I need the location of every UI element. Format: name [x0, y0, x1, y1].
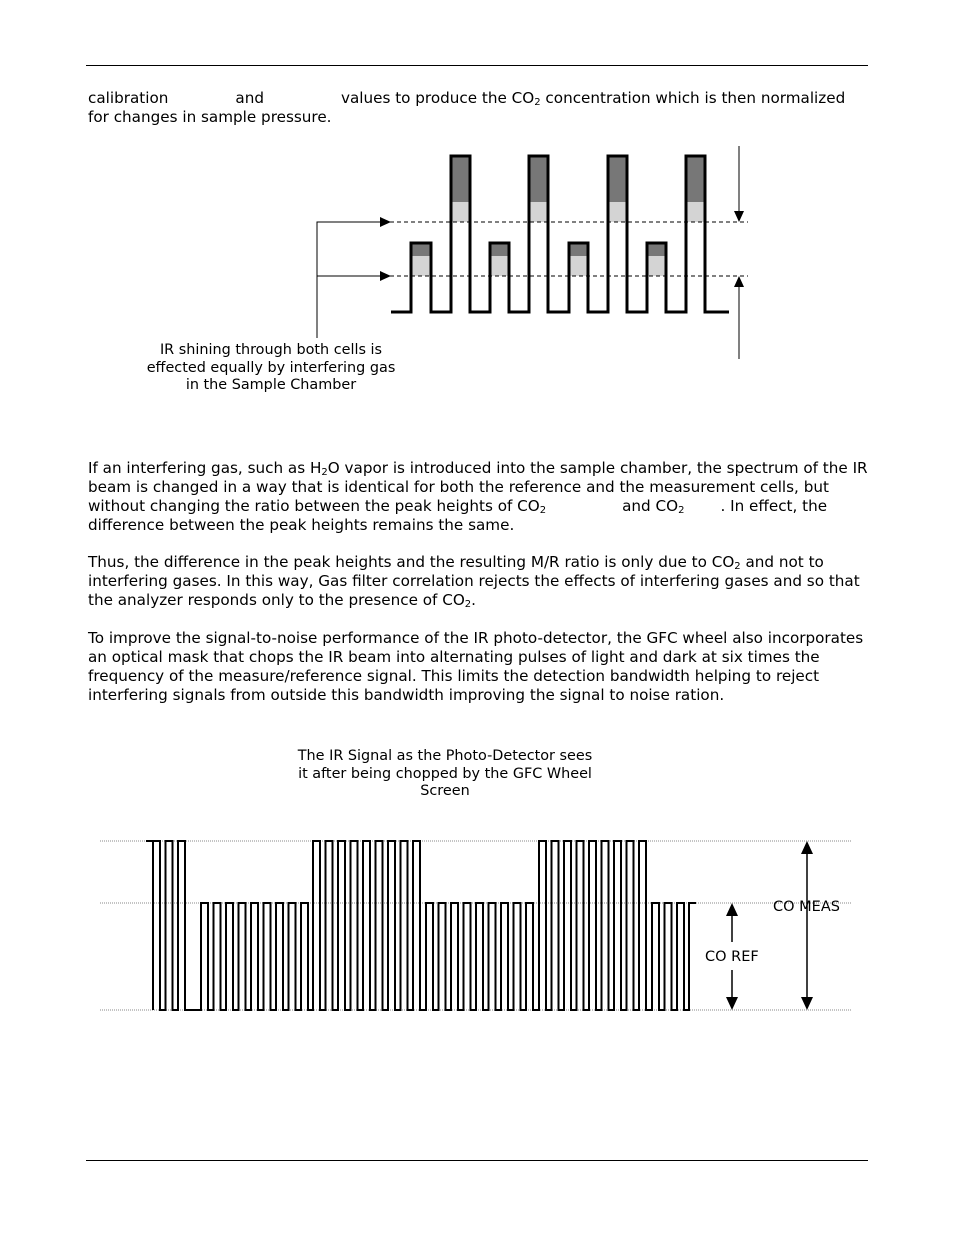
- co-meas-arrowhead-down: [801, 997, 813, 1010]
- fig2-chopped-signal-waveform: [146, 841, 696, 1010]
- fig1-light-band: [647, 256, 666, 276]
- fig1-dark-band: [411, 243, 431, 256]
- p2-text-1: If an interfering gas, such as H: [88, 459, 322, 477]
- fig1-dark-band: [451, 156, 470, 202]
- p3-text-2: and not to interfering gases. In this way, Gas filter correlation rejects the effects of interfering gases and so that the analyzer responds only to the presence of CO: [88, 553, 860, 609]
- fig1-right-arrowhead-up: [734, 276, 744, 287]
- p2-text-3: and CO: [622, 497, 679, 515]
- fig1-dark-band: [647, 243, 666, 256]
- fig1-light-band: [569, 256, 588, 276]
- p3-subscript-1: 2: [734, 561, 741, 572]
- fig1-dark-band: [529, 156, 548, 202]
- fig1-caption: IR shining through both cells is effected equally by interfering gas in the Sample Chamber: [146, 342, 396, 393]
- paragraph-interfering-gas: [88, 459, 868, 535]
- fig1-light-band: [451, 202, 470, 222]
- fig1-leader-arrowhead-upper: [380, 217, 391, 227]
- p2-subscript-2: 2: [539, 505, 547, 516]
- fig1-dark-band: [490, 243, 509, 256]
- co-meas-label: CO MEAS: [773, 899, 840, 915]
- p1-text-2: and: [235, 89, 264, 107]
- p1-subscript: 2: [534, 97, 541, 108]
- paragraph-optical-mask: To improve the signal-to-noise performance of the IR photo-detector, the GFC wheel also incorporates an optical mask that chops the IR beam into alternating pulses of light and dark at six times the frequency of the measure/reference signal. This limits the detection bandwidth helping to reject interfering signals from outside this bandwidth improving the signal to noise ration.: [88, 629, 864, 704]
- paragraph-gfc-rejection: [88, 553, 868, 610]
- fig1-signal-waveform: [391, 156, 729, 312]
- fig1-leader-arrowhead-lower: [380, 271, 391, 281]
- co-ref-arrowhead-down: [726, 997, 738, 1010]
- fig1-dark-band: [569, 243, 588, 256]
- p1-text-1: calibration: [88, 89, 169, 107]
- p2-text-2: O vapor is introduced into the sample chamber, the spectrum of the IR beam is changed in a way that is identical for both the reference and the measurement cells, but without changing the ratio between the peak heights of CO: [88, 459, 868, 515]
- fig1-light-band: [608, 202, 627, 222]
- co-ref-label: CO REF: [705, 949, 759, 965]
- co-ref-arrowhead-up: [726, 903, 738, 916]
- fig2-caption: The IR Signal as the Photo-Detector sees it after being chopped by the GFC Wheel Screen: [297, 748, 593, 799]
- p2-text-4: . In effect, the difference between the peak heights remains the same.: [88, 497, 828, 534]
- p3-subscript-2: 2: [464, 599, 472, 610]
- fig1-dark-band: [686, 156, 705, 202]
- p1-text-3: values to produce the CO: [340, 89, 535, 107]
- fig1-light-band: [529, 202, 548, 222]
- p2-subscript-1: 2: [321, 467, 328, 478]
- fig1-light-band: [411, 256, 431, 276]
- p3-text-1: Thus, the difference in the peak heights and the resulting M/R ratio is only due to CO: [88, 553, 735, 571]
- p2-subscript-3: 2: [678, 505, 685, 516]
- footer-rule: [86, 1160, 868, 1161]
- fig1-light-band: [490, 256, 509, 276]
- p3-text-3: .: [471, 591, 476, 609]
- fig1-dark-band: [608, 156, 627, 202]
- fig1-leader-line: [317, 222, 384, 338]
- p1-text-4: concentration which is then normalized for changes in sample pressure.: [88, 89, 846, 126]
- fig1-pulse-fills: [411, 156, 705, 276]
- co-meas-arrowhead-up: [801, 841, 813, 854]
- fig1-right-arrowhead-down: [734, 211, 744, 222]
- fig1-light-band: [686, 202, 705, 222]
